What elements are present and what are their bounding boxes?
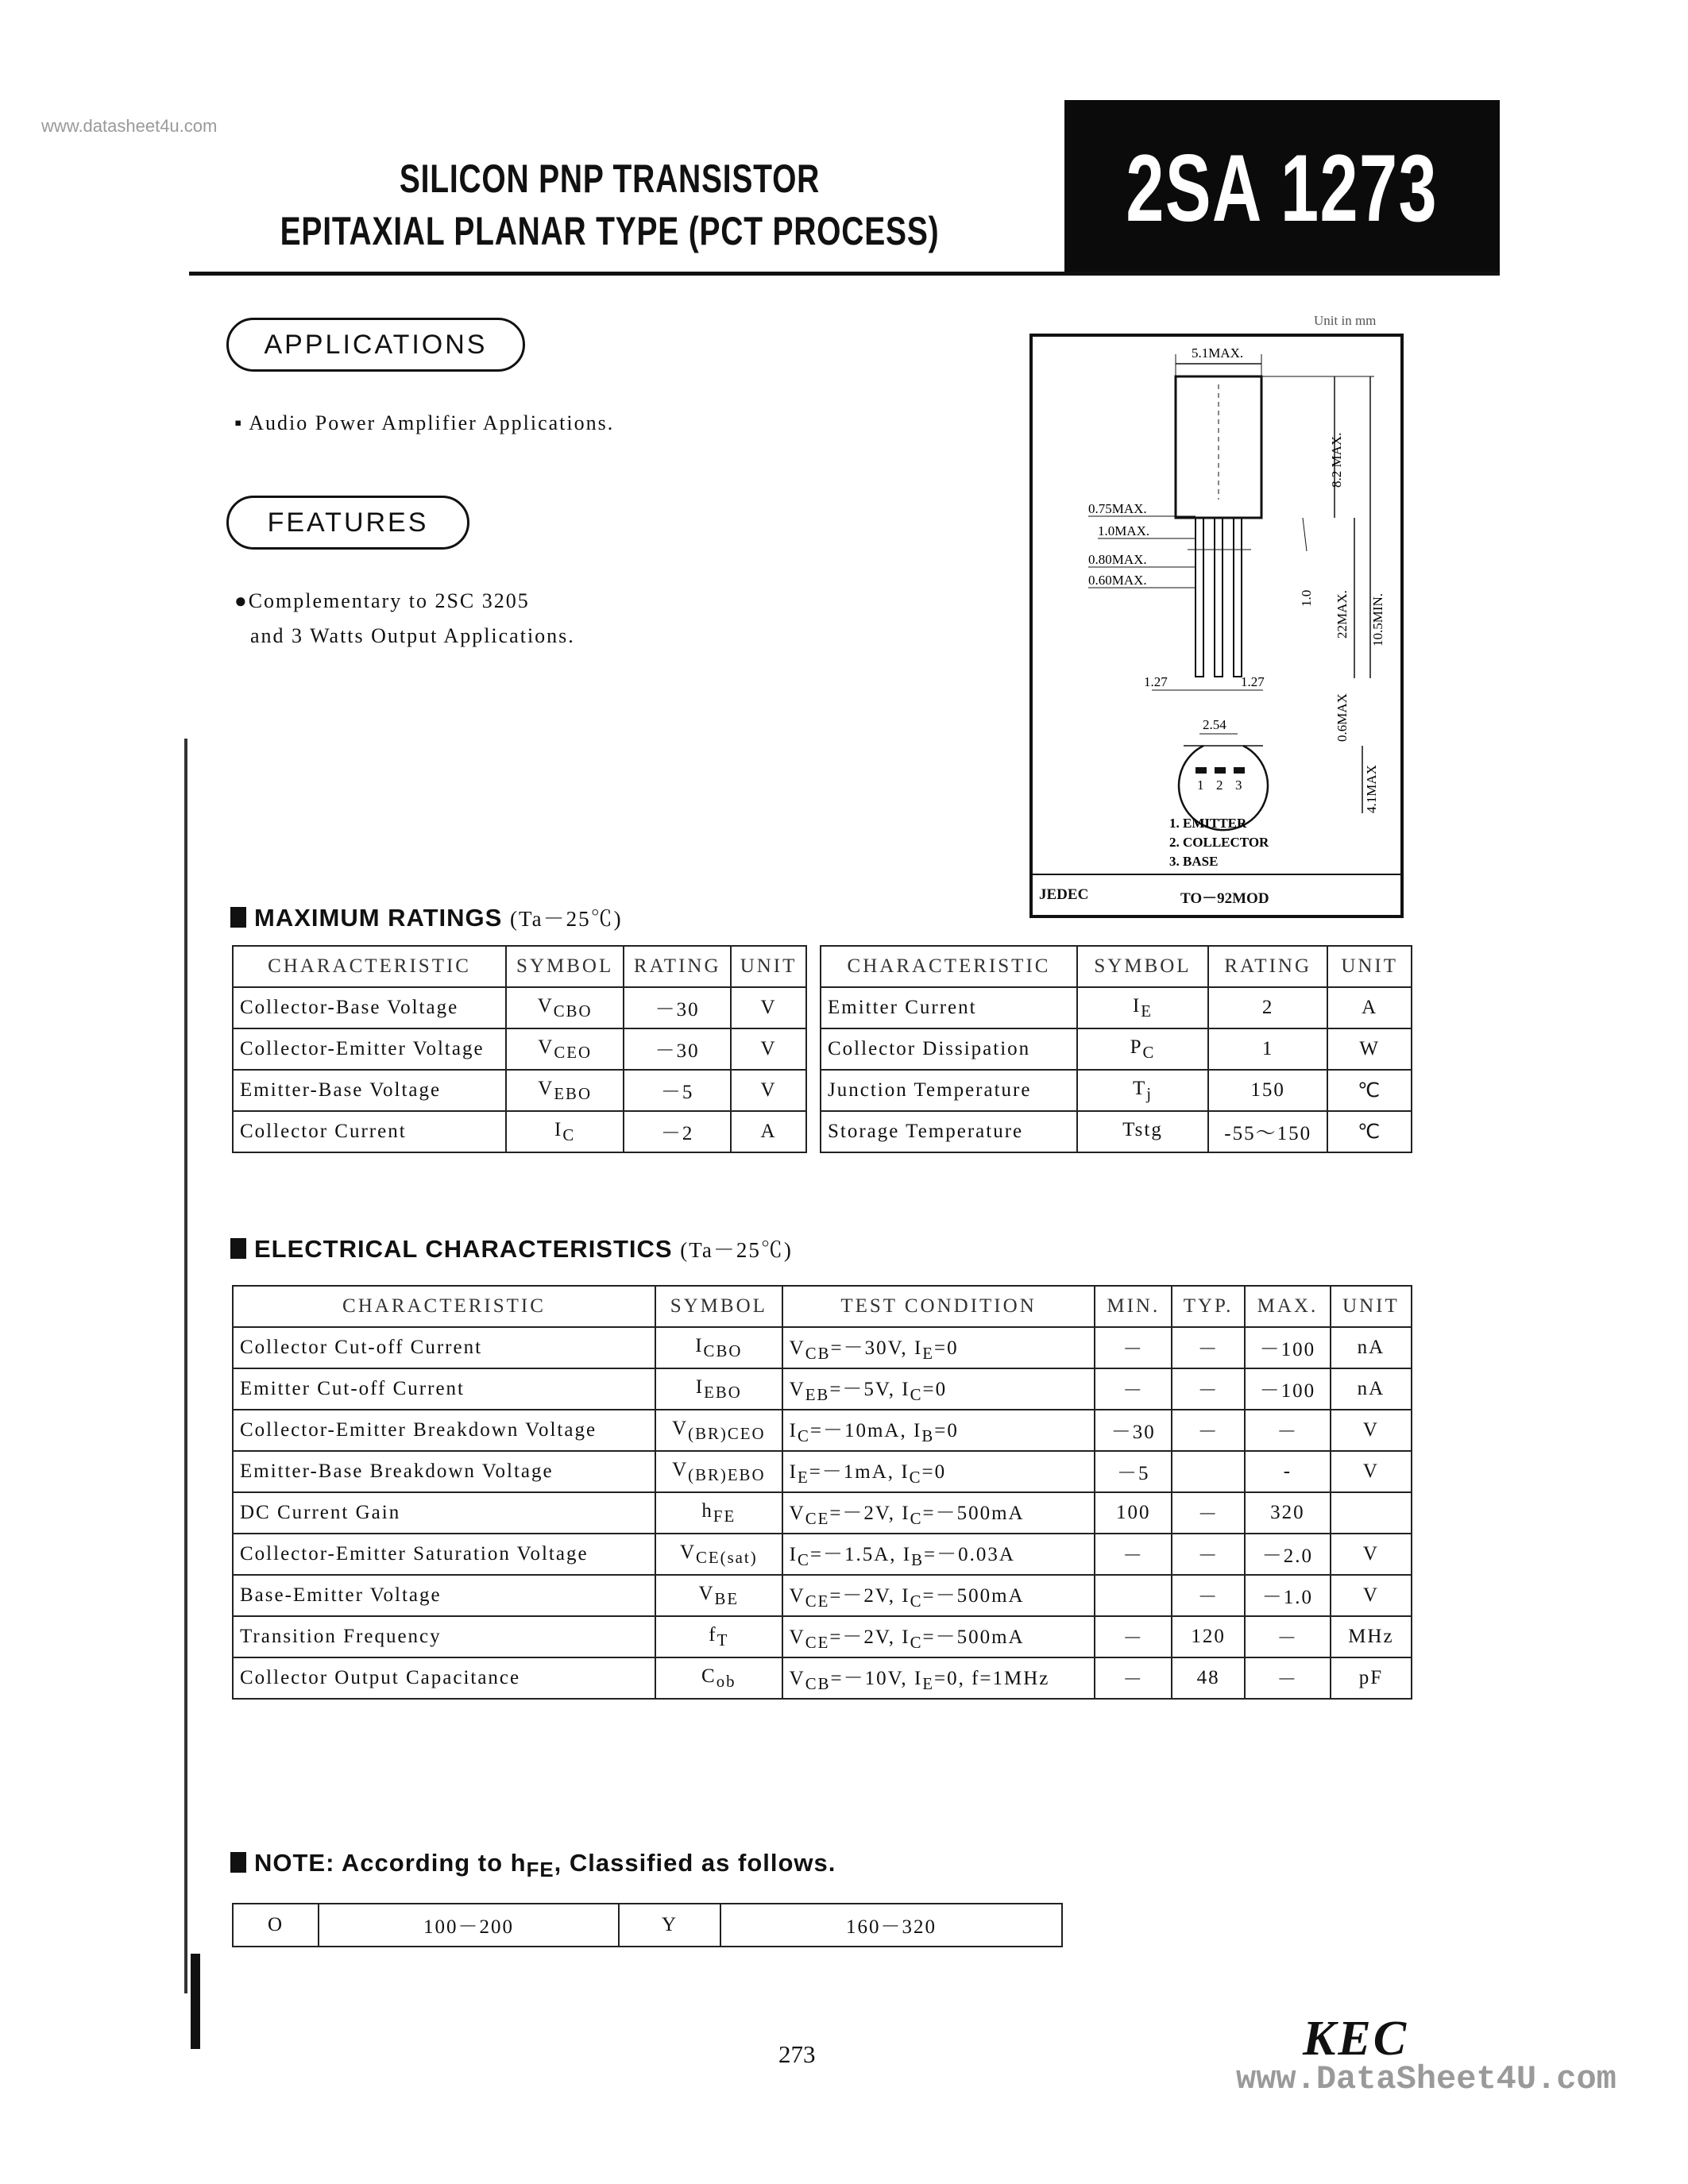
cell-symbol: $I_{CBO}$ xyxy=(655,1327,782,1368)
cell-test-condition: $I_C=-10mA$, $I_B=0$ xyxy=(782,1410,1095,1451)
cell-max: －2.0 xyxy=(1245,1534,1331,1575)
cell-test-condition: $V_{CE}=-2V$, $I_C=-500mA$ xyxy=(782,1492,1095,1534)
cell-symbol: $V_{CBO}$ xyxy=(506,987,624,1028)
cell-typ: － xyxy=(1172,1410,1245,1451)
cell-characteristic: Base-Emitter Voltage xyxy=(233,1575,655,1616)
table-row xyxy=(233,1451,1412,1492)
cell-unit: V xyxy=(731,987,806,1028)
lead-2 xyxy=(1215,518,1223,677)
cell-characteristic: Collector-Emitter Breakdown Voltage xyxy=(233,1410,655,1451)
note-heading xyxy=(230,1849,836,1882)
cell-symbol: $P_C$ xyxy=(1077,1028,1208,1070)
cell-unit: nA xyxy=(1331,1327,1412,1368)
pin-pad-2 xyxy=(1215,767,1226,774)
header-min: MIN. xyxy=(1095,1286,1172,1327)
electrical-heading xyxy=(230,1233,793,1264)
jedec-row xyxy=(1033,874,1400,916)
max-ratings-table-left xyxy=(232,945,807,1153)
dim-0.75max: 0.75MAX. xyxy=(1088,501,1147,516)
document-title xyxy=(276,152,943,257)
cell-symbol: $V_{CEO}$ xyxy=(506,1028,624,1070)
cell-symbol: $f_T$ xyxy=(655,1616,782,1657)
header-test-condition: TEST CONDITION xyxy=(782,1286,1095,1327)
scan-edge-mark xyxy=(191,1954,200,2049)
cell-unit: V xyxy=(1331,1534,1412,1575)
header-symbol: SYMBOL xyxy=(655,1286,782,1327)
cell-unit: V xyxy=(731,1028,806,1070)
cell-test-condition: $V_{CB}=-10V$, $I_E=0$, f=1MHz xyxy=(782,1657,1095,1699)
dim-0.60max: 0.60MAX. xyxy=(1088,573,1147,588)
cell-rating: -55～150 xyxy=(1208,1111,1327,1152)
cell-test-condition: $V_{CB}=-30V$, $I_E=0$ xyxy=(782,1327,1095,1368)
header-rating: RATING xyxy=(624,946,731,987)
cell-characteristic: Collector Cut-off Current xyxy=(233,1327,655,1368)
table-header-row xyxy=(233,946,806,987)
bottom-watermark: www.DataSheet4U.com xyxy=(1236,2060,1617,2098)
header-symbol: SYMBOL xyxy=(506,946,624,987)
cell-symbol: $V_{BE}$ xyxy=(655,1575,782,1616)
section-square-icon xyxy=(230,1852,246,1873)
cell-max: －100 xyxy=(1245,1327,1331,1368)
dim-ext-1.0 xyxy=(1303,518,1307,551)
electrical-characteristics-table xyxy=(232,1285,1412,1700)
pin-legend-3: 3. BASE xyxy=(1169,854,1219,869)
jedec-label: JEDEC xyxy=(1039,886,1089,903)
header-typ: TYP. xyxy=(1172,1286,1245,1327)
brand-logo: KEC xyxy=(1303,2012,1409,2066)
table-row xyxy=(233,1534,1412,1575)
header-rating: RATING xyxy=(1208,946,1327,987)
note-heading-post: , Classified as follows. xyxy=(554,1849,836,1877)
package-drawing-svg xyxy=(1033,337,1400,874)
class-o-label: O xyxy=(233,1904,319,1947)
cell-min: － xyxy=(1095,1616,1172,1657)
header-characteristic: CHARACTERISTIC xyxy=(233,946,506,987)
dim-1.27-right: 1.27 xyxy=(1241,674,1265,689)
cell-min: － xyxy=(1095,1657,1172,1699)
table-row xyxy=(233,1410,1412,1451)
pin-number-2: 2 xyxy=(1216,778,1223,793)
header-unit: UNIT xyxy=(731,946,806,987)
header-unit: UNIT xyxy=(1327,946,1412,987)
electrical-title: ELECTRICAL CHARACTERISTICS xyxy=(254,1235,673,1263)
cell-test-condition: $I_C=-1.5A$, $I_B=-0.03A$ xyxy=(782,1534,1095,1575)
header-rule xyxy=(189,272,1500,276)
table-row xyxy=(821,987,1412,1028)
title-line-2: EPITAXIAL PLANAR TYPE (PCT PROCESS) xyxy=(280,209,940,253)
cell-rating: －2 xyxy=(624,1111,731,1152)
cell-characteristic: DC Current Gain xyxy=(233,1492,655,1534)
cell-unit: pF xyxy=(1331,1657,1412,1699)
dim-5.1max: 5.1MAX. xyxy=(1192,345,1244,361)
header-characteristic: CHARACTERISTIC xyxy=(821,946,1077,987)
table-row xyxy=(233,1616,1412,1657)
cell-typ: － xyxy=(1172,1492,1245,1534)
cell-symbol: $V_{EBO}$ xyxy=(506,1070,624,1111)
table-header-row xyxy=(233,1286,1412,1327)
dim-0.80max: 0.80MAX. xyxy=(1088,552,1147,567)
class-y-label: Y xyxy=(619,1904,720,1947)
package-outline-drawing xyxy=(1029,334,1404,918)
cell-unit: nA xyxy=(1331,1368,1412,1410)
header-unit: UNIT xyxy=(1331,1286,1412,1327)
cell-symbol: $V_{(BR)EBO}$ xyxy=(655,1451,782,1492)
cell-typ: 120 xyxy=(1172,1616,1245,1657)
dim-22max: 22MAX. xyxy=(1335,590,1350,639)
part-number-box xyxy=(1064,100,1500,276)
cell-symbol: $I_C$ xyxy=(506,1111,624,1152)
cell-symbol: $V_{CE(sat)}$ xyxy=(655,1534,782,1575)
cell-min: － xyxy=(1095,1534,1172,1575)
cell-unit: A xyxy=(1327,987,1412,1028)
table-row xyxy=(821,1111,1412,1152)
unit-note: Unit in mm xyxy=(1314,313,1377,328)
cell-characteristic: Collector Output Capacitance xyxy=(233,1657,655,1699)
section-square-icon xyxy=(230,907,246,928)
cell-max: － xyxy=(1245,1616,1331,1657)
pin-legend-2: 2. COLLECTOR xyxy=(1169,835,1269,850)
dim-4.1max: 4.1MAX xyxy=(1364,765,1379,813)
cell-min: － xyxy=(1095,1368,1172,1410)
cell-rating: －5 xyxy=(624,1070,731,1111)
class-o-range: 100－200 xyxy=(319,1904,619,1947)
cell-unit: A xyxy=(731,1111,806,1152)
cell-characteristic: Collector Dissipation xyxy=(821,1028,1077,1070)
cell-unit: V xyxy=(1331,1451,1412,1492)
table-header-row xyxy=(821,946,1412,987)
note-heading-pre: NOTE: According to h xyxy=(254,1849,527,1877)
feature-item-line-1: ●Complementary to 2SC 3205 xyxy=(234,589,530,612)
pin-pad-3 xyxy=(1234,767,1245,774)
cell-test-condition: $I_E=-1mA$, $I_C=0$ xyxy=(782,1451,1095,1492)
cell-symbol: $I_{EBO}$ xyxy=(655,1368,782,1410)
cell-symbol: $V_{(BR)CEO}$ xyxy=(655,1410,782,1451)
feature-item-line-2: and 3 Watts Output Applications. xyxy=(250,624,575,647)
cell-symbol: $C_{ob}$ xyxy=(655,1657,782,1699)
dim-1.27-left: 1.27 xyxy=(1144,674,1168,689)
cell-rating: 150 xyxy=(1208,1070,1327,1111)
cell-characteristic: Storage Temperature xyxy=(821,1111,1077,1152)
dim-10.5min: 10.5MIN. xyxy=(1370,592,1385,646)
cell-test-condition: $V_{EB}=-5V$, $I_C=0$ xyxy=(782,1368,1095,1410)
table-row xyxy=(233,1368,1412,1410)
header-symbol: SYMBOL xyxy=(1077,946,1208,987)
cell-max: －1.0 xyxy=(1245,1575,1331,1616)
table-row xyxy=(233,1070,806,1111)
cell-typ: － xyxy=(1172,1327,1245,1368)
cell-unit: V xyxy=(731,1070,806,1111)
table-row xyxy=(233,1904,1062,1947)
cell-rating: －30 xyxy=(624,1028,731,1070)
pin-legend-1: 1. EMITTER xyxy=(1169,816,1247,831)
cell-symbol: $T_j$ xyxy=(1077,1070,1208,1111)
lead-3 xyxy=(1234,518,1242,677)
cell-characteristic: Emitter Cut-off Current xyxy=(233,1368,655,1410)
cell-unit xyxy=(1331,1492,1412,1534)
applications-heading: APPLICATIONS xyxy=(226,318,525,372)
pin-pad-1 xyxy=(1196,767,1207,774)
cell-characteristic: Emitter-Base Voltage xyxy=(233,1070,506,1111)
dim-2.54: 2.54 xyxy=(1203,717,1226,732)
electrical-condition: (Ta－25℃) xyxy=(680,1238,793,1262)
table-row xyxy=(233,1111,806,1152)
table-row xyxy=(233,1327,1412,1368)
table-row xyxy=(233,1657,1412,1699)
class-y-range: 160－320 xyxy=(720,1904,1062,1947)
cell-unit: MHz xyxy=(1331,1616,1412,1657)
cell-max: －100 xyxy=(1245,1368,1331,1410)
cell-characteristic: Junction Temperature xyxy=(821,1070,1077,1111)
cell-min: －30 xyxy=(1095,1410,1172,1451)
max-ratings-title: MAXIMUM RATINGS xyxy=(254,904,503,932)
cell-characteristic: Transition Frequency xyxy=(233,1616,655,1657)
cell-max: － xyxy=(1245,1657,1331,1699)
cell-characteristic: Emitter-Base Breakdown Voltage xyxy=(233,1451,655,1492)
cell-test-condition: $V_{CE}=-2V$, $I_C=-500mA$ xyxy=(782,1616,1095,1657)
cell-characteristic: Emitter Current xyxy=(821,987,1077,1028)
hfe-classification-table xyxy=(232,1903,1063,1947)
cell-rating: 2 xyxy=(1208,987,1327,1028)
table-row xyxy=(233,1575,1412,1616)
cell-min: 100 xyxy=(1095,1492,1172,1534)
cell-max: - xyxy=(1245,1451,1331,1492)
table-row xyxy=(821,1028,1412,1070)
application-item: ▪ Audio Power Amplifier Applications. xyxy=(234,411,615,434)
cell-min: －5 xyxy=(1095,1451,1172,1492)
cell-characteristic: Collector Current xyxy=(233,1111,506,1152)
pin-number-3: 3 xyxy=(1235,778,1242,793)
cell-min: － xyxy=(1095,1327,1172,1368)
table-row xyxy=(233,1028,806,1070)
section-square-icon xyxy=(230,1238,246,1259)
note-heading-sub: FE xyxy=(526,1859,554,1882)
title-line-1: SILICON PNP TRANSISTOR xyxy=(399,156,821,201)
cell-rating: 1 xyxy=(1208,1028,1327,1070)
max-ratings-heading xyxy=(230,901,623,932)
table-row xyxy=(233,987,806,1028)
cell-symbol: $I_E$ xyxy=(1077,987,1208,1028)
jedec-value: TO－92MOD xyxy=(1180,890,1269,907)
page-number: 273 xyxy=(778,2040,816,2068)
table-row xyxy=(233,1492,1412,1534)
pin-number-1: 1 xyxy=(1197,778,1204,793)
cell-typ: － xyxy=(1172,1534,1245,1575)
cell-typ: 48 xyxy=(1172,1657,1245,1699)
cell-unit: ℃ xyxy=(1327,1070,1412,1111)
dim-0.6max: 0.6MAX xyxy=(1335,693,1350,742)
cell-typ: － xyxy=(1172,1575,1245,1616)
features-heading: FEATURES xyxy=(226,496,469,550)
cell-symbol: Tstg xyxy=(1077,1111,1208,1152)
cell-unit: V xyxy=(1331,1575,1412,1616)
cell-min xyxy=(1095,1575,1172,1616)
cell-rating: －30 xyxy=(624,987,731,1028)
cell-characteristic: Collector-Base Voltage xyxy=(233,987,506,1028)
cell-characteristic: Collector-Emitter Saturation Voltage xyxy=(233,1534,655,1575)
lead-1 xyxy=(1196,518,1203,677)
cell-symbol: $h_{FE}$ xyxy=(655,1492,782,1534)
cell-typ xyxy=(1172,1451,1245,1492)
max-ratings-table-right xyxy=(820,945,1412,1153)
header-characteristic: CHARACTERISTIC xyxy=(233,1286,655,1327)
cell-max: － xyxy=(1245,1410,1331,1451)
cell-max: 320 xyxy=(1245,1492,1331,1534)
dim-1.0: 1.0 xyxy=(1299,589,1314,607)
cell-unit: V xyxy=(1331,1410,1412,1451)
cell-test-condition: $V_{CE}=-2V$, $I_C=-500mA$ xyxy=(782,1575,1095,1616)
part-number: 2SA 1273 xyxy=(1126,134,1439,241)
header-max: MAX. xyxy=(1245,1286,1331,1327)
scan-edge-line xyxy=(184,739,187,1993)
cell-typ: － xyxy=(1172,1368,1245,1410)
dim-1.0max: 1.0MAX. xyxy=(1098,523,1150,538)
cell-unit: ℃ xyxy=(1327,1111,1412,1152)
max-ratings-condition: (Ta－25℃) xyxy=(509,907,623,931)
dim-8.2max: 8.2 MAX. xyxy=(1329,432,1344,488)
table-row xyxy=(821,1070,1412,1111)
cell-unit: W xyxy=(1327,1028,1412,1070)
top-watermark: www.datasheet4u.com xyxy=(41,116,218,136)
cell-characteristic: Collector-Emitter Voltage xyxy=(233,1028,506,1070)
